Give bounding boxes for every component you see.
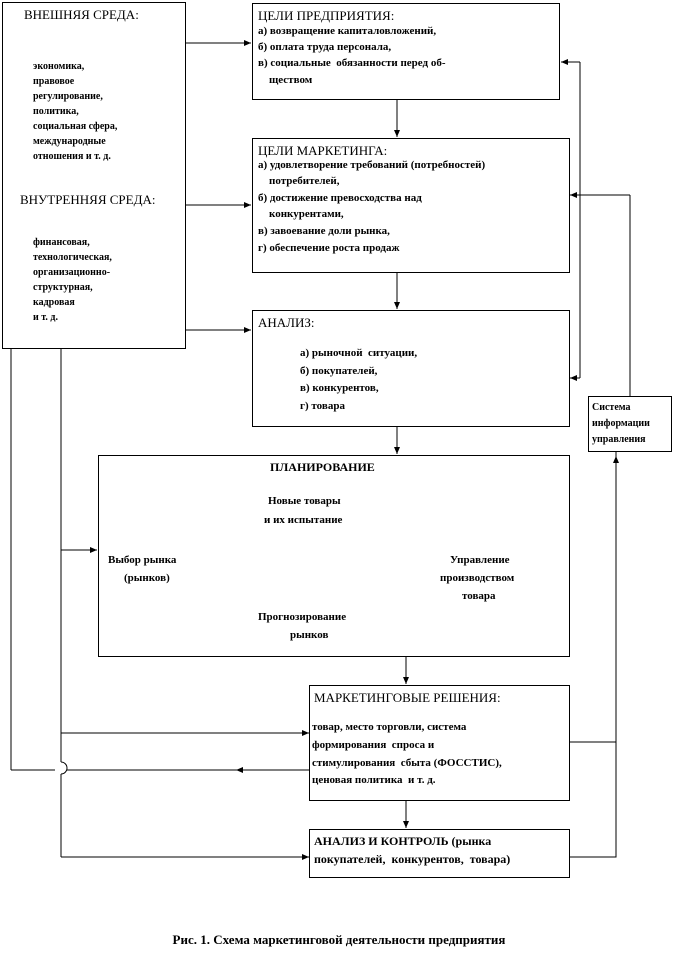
- planning-market-choice: (рынков): [124, 572, 170, 584]
- left-line-a-hop: [61, 762, 67, 774]
- internal-env-item: технологическая,: [33, 252, 112, 263]
- planning-forecast: Прогнозирование: [258, 611, 347, 623]
- decisions-line: ценовая политика и т. д.: [312, 774, 436, 786]
- feedback-line-decisions: [570, 452, 616, 742]
- marketing-goals-line: в) завоевание доли рынка,: [258, 225, 390, 237]
- external-env-item: правовое: [33, 76, 75, 87]
- internal-env-item: структурная,: [33, 282, 93, 293]
- enterprise-goals-line: а) возвращение капиталовложений,: [258, 25, 437, 37]
- feedback-line-control: [570, 742, 616, 857]
- decisions-line: товар, место торговли, система: [312, 721, 467, 733]
- planning-forecast: рынков: [290, 629, 329, 641]
- planning-new-products: Новые товары: [268, 495, 341, 507]
- control-line: АНАЛИЗ И КОНТРОЛЬ (рынка: [314, 834, 492, 848]
- marketing-goals-line: б) достижение превосходства над: [258, 192, 422, 204]
- control-line: покупателей, конкурентов, товара): [314, 852, 511, 866]
- decisions-line: формирования спроса и: [312, 739, 435, 751]
- planning-market-choice: Выбор рынка: [108, 554, 177, 566]
- analysis-line: а) рыночной ситуации,: [300, 347, 418, 359]
- decisions-line: стимулирования сбыта (ФОССТИС),: [312, 757, 502, 769]
- marketing-goals-line: конкурентами,: [258, 208, 344, 220]
- planning-production: Управление: [450, 554, 510, 566]
- external-env-item: социальная сфера,: [33, 121, 118, 132]
- planning-production: производством: [440, 572, 515, 584]
- internal-env-item: и т. д.: [33, 312, 58, 323]
- marketing-goals-line: г) обеспечение роста продаж: [258, 242, 400, 254]
- analysis-title: АНАЛИЗ:: [258, 315, 315, 330]
- enterprise-goals-line: в) социальные обязанности перед об-: [258, 57, 446, 69]
- planning-title: ПЛАНИРОВАНИЕ: [270, 460, 375, 474]
- external-env-title: ВНЕШНЯЯ СРЕДА:: [24, 7, 139, 22]
- external-env-item: экономика,: [33, 61, 85, 72]
- marketing-goals-title: ЦЕЛИ МАРКЕТИНГА:: [258, 143, 388, 158]
- planning-new-products: и их испытание: [264, 514, 343, 526]
- internal-env-title: ВНУТРЕННЯЯ СРЕДА:: [20, 192, 156, 207]
- external-env-item: международные: [33, 136, 106, 147]
- external-env-item: отношения и т. д.: [33, 151, 111, 162]
- analysis-line: в) конкурентов,: [300, 382, 379, 394]
- enterprise-goals-title: ЦЕЛИ ПРЕДПРИЯТИЯ:: [258, 8, 395, 23]
- enterprise-goals-line: ществом: [258, 74, 313, 86]
- info-system-line: управления: [592, 434, 646, 445]
- enterprise-goals-line: б) оплата труда персонала,: [258, 41, 392, 53]
- figure-caption: Рис. 1. Схема маркетинговой деятельности предприятия: [172, 932, 506, 947]
- marketing-goals-line: а) удовлетворение требований (потребностей): [258, 159, 486, 171]
- environment-box: [2, 2, 186, 349]
- external-env-item: политика,: [33, 106, 79, 117]
- internal-env-item: кадровая: [33, 297, 75, 308]
- marketing-goals-line: потребителей,: [258, 175, 340, 187]
- planning-production: товара: [462, 590, 496, 602]
- info-system-line: Система: [592, 402, 631, 413]
- decisions-title: МАРКЕТИНГОВЫЕ РЕШЕНИЯ:: [314, 690, 501, 705]
- internal-env-item: финансовая,: [33, 237, 90, 248]
- external-env-item: регулирование,: [33, 91, 103, 102]
- analysis-line: г) товара: [300, 400, 345, 412]
- analysis-line: б) покупателей,: [300, 365, 378, 377]
- internal-env-item: организационно-: [33, 267, 111, 278]
- info-system-line: информации: [592, 418, 650, 429]
